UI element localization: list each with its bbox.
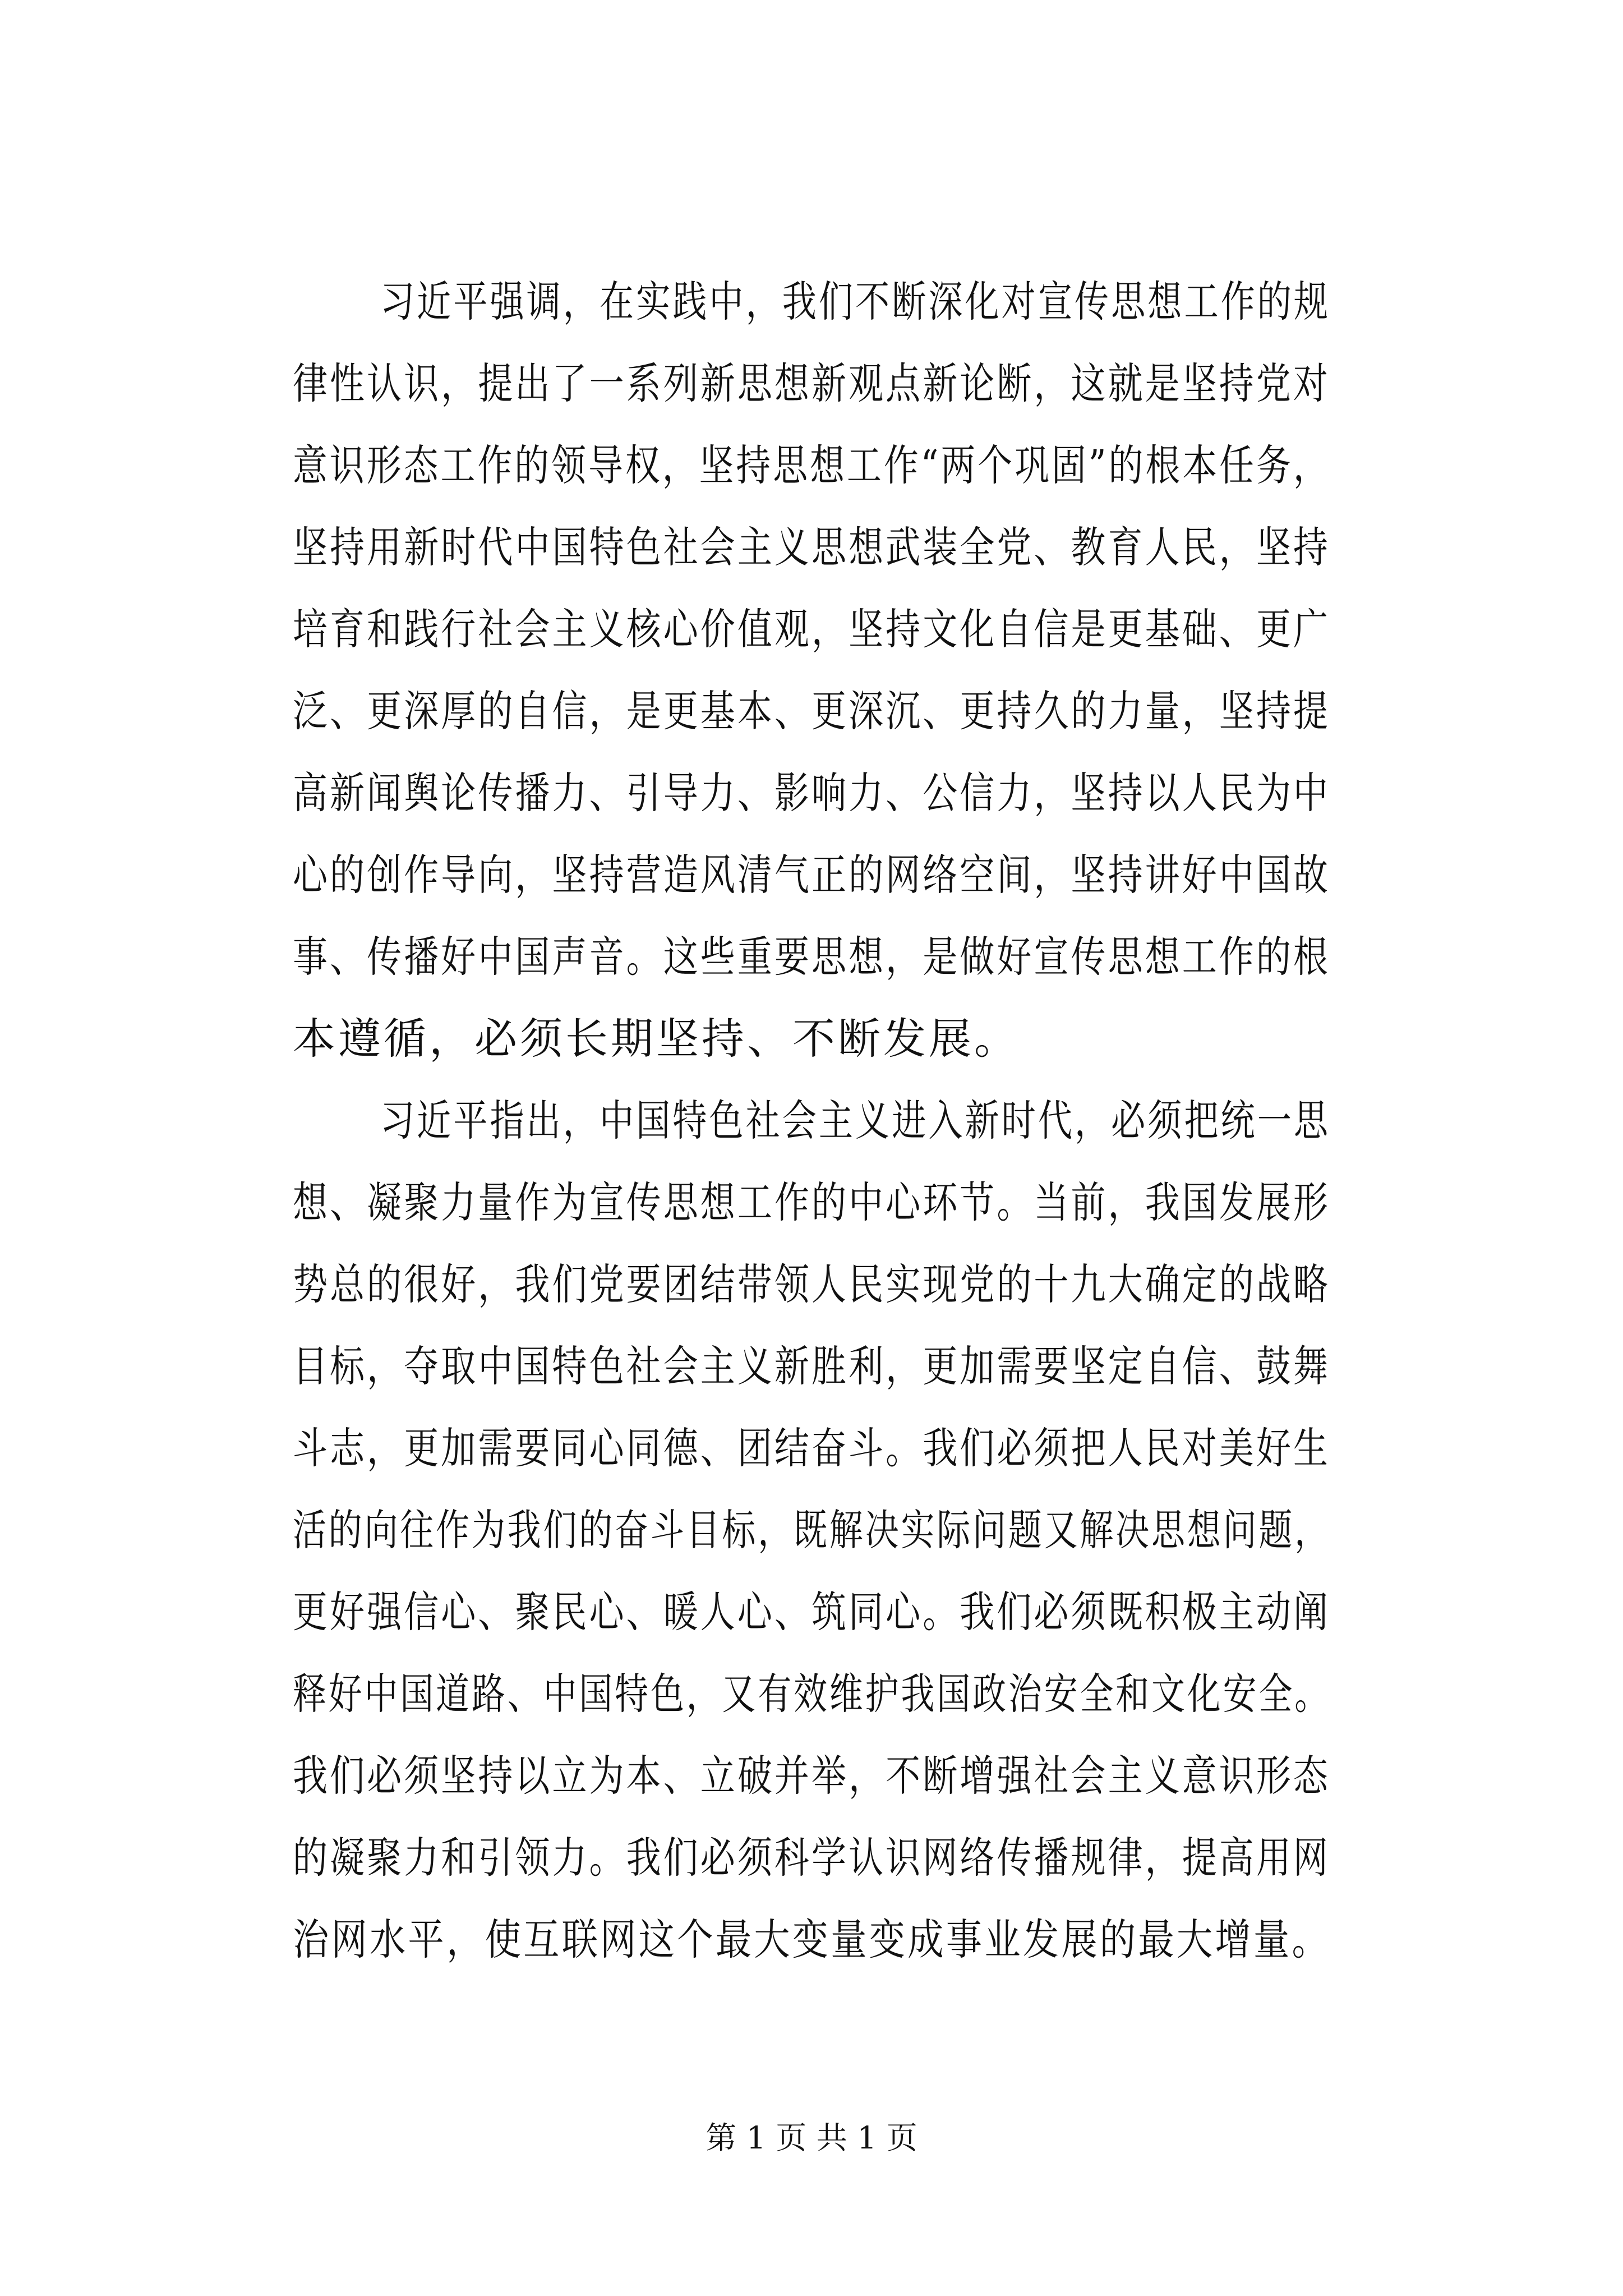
paragraph-2-line-2: 想、凝聚力量作为宣传思想工作的中心环节。当前，我国发展形 bbox=[293, 1177, 1331, 1227]
paragraph-2-line-11: 治网水平，使互联网这个最大变量变成事业发展的最大增量。 bbox=[293, 1915, 1330, 1964]
paragraph-1-line-10: 本遵循，必须长期坚持、不断发展。 bbox=[293, 1014, 1020, 1064]
paragraph-2-line-7: 更好强信心、聚民心、暖人心、筑同心。我们必须既积极主动阐 bbox=[293, 1587, 1331, 1637]
paragraph-2-line-1: 习近平指出，中国特色社会主义进入新时代，必须把统一思 bbox=[380, 1096, 1331, 1145]
paragraph-1-line-7: 高新闻舆论传播力、引导力、影响力、公信力，坚持以人民为中 bbox=[293, 768, 1331, 818]
paragraph-2-line-4: 目标，夺取中国特色社会主义新胜利，更加需要坚定自信、鼓舞 bbox=[293, 1341, 1331, 1391]
paragraph-1-line-3: 意识形态工作的领导权，坚持思想工作“两个巩固”的根本任务， bbox=[293, 440, 1330, 490]
paragraph-1-line-5: 培育和践行社会主义核心价值观，坚持文化自信是更基础、更广 bbox=[293, 604, 1331, 654]
paragraph-2-line-9: 我们必须坚持以立为本、立破并举，不断增强社会主义意识形态 bbox=[293, 1751, 1331, 1801]
paragraph-1-line-2: 律性认识，提出了一系列新思想新观点新论断，这就是坚持党对 bbox=[293, 358, 1331, 408]
paragraph-2-line-5: 斗志，更加需要同心同德、团结奋斗。我们必须把人民对美好生 bbox=[293, 1423, 1331, 1473]
paragraph-1-line-6: 泛、更深厚的自信，是更基本、更深沉、更持久的力量，坚持提 bbox=[293, 686, 1331, 736]
paragraph-2-line-6: 活的向往作为我们的奋斗目标，既解决实际问题又解决思想问题， bbox=[293, 1505, 1331, 1555]
paragraph-2-line-8: 释好中国道路、中国特色，又有效维护我国政治安全和文化安全。 bbox=[293, 1669, 1331, 1719]
paragraph-1-line-1: 习近平强调，在实践中，我们不断深化对宣传思想工作的规 bbox=[380, 277, 1331, 326]
paragraph-1-line-8: 心的创作导向，坚持营造风清气正的网络空间，坚持讲好中国故 bbox=[293, 850, 1331, 900]
paragraph-2-line-3: 势总的很好，我们党要团结带领人民实现党的十九大确定的战略 bbox=[293, 1259, 1331, 1309]
paragraph-1-line-4: 坚持用新时代中国特色社会主义思想武装全党、教育人民，坚持 bbox=[293, 522, 1331, 572]
paragraph-2-line-10: 的凝聚力和引领力。我们必须科学认识网络传播规律，提高用网 bbox=[293, 1833, 1331, 1883]
page-footer: 第 1 页 共 1 页 bbox=[706, 2120, 917, 2156]
paragraph-1-line-9: 事、传播好中国声音。这些重要思想，是做好宣传思想工作的根 bbox=[293, 932, 1331, 982]
